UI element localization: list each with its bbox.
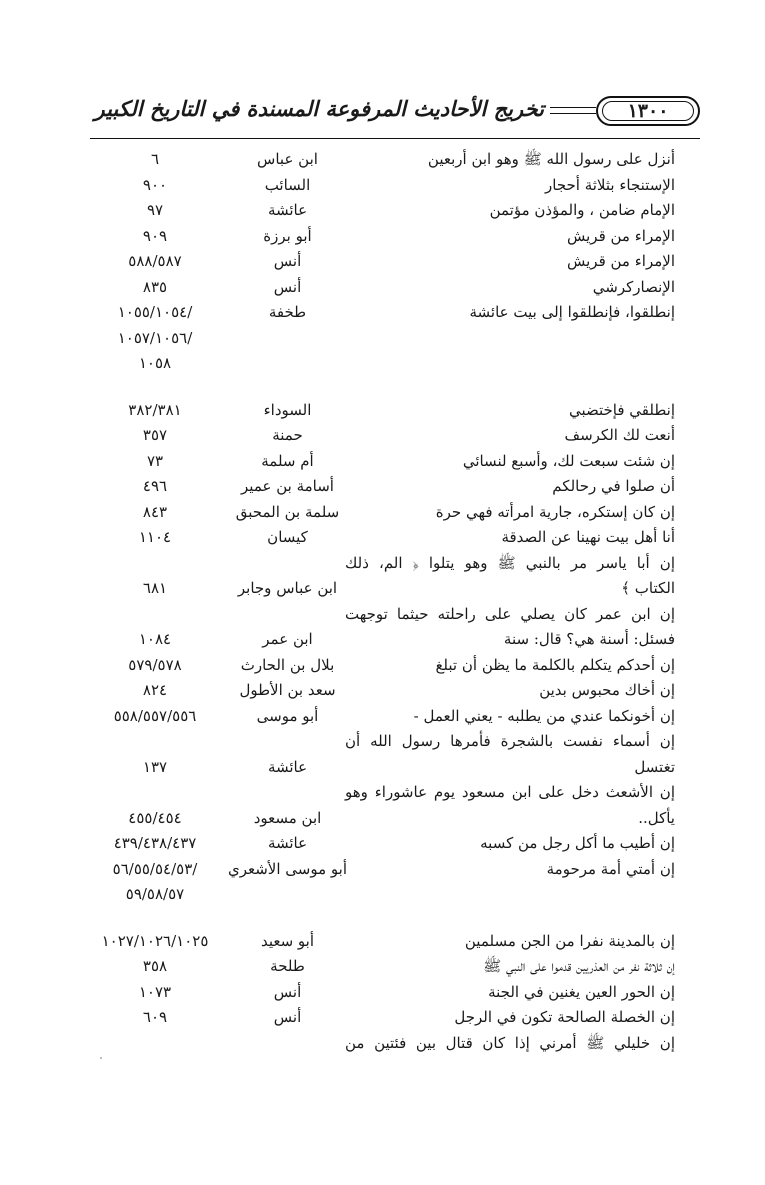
hadith-text: فسئل: أسنة هي؟ قال: سنة	[503, 630, 675, 648]
index-row	[0, 729, 765, 755]
row-spacer	[0, 377, 765, 398]
narrator-name: طخفة	[268, 303, 307, 321]
reference-numbers: ٣٥٧	[142, 426, 168, 444]
page-number: ١٣٠٠	[627, 100, 669, 122]
index-row	[0, 147, 765, 173]
hadith-text: الإمام ضامن ، والمؤذن مؤتمن	[489, 201, 675, 219]
index-row	[0, 173, 765, 199]
index-row	[0, 806, 765, 832]
index-row	[0, 755, 765, 781]
hadith-text: تغتسل	[634, 757, 675, 776]
hadith-text: الإمراء من قريش	[567, 252, 675, 270]
index-row	[0, 857, 765, 883]
narrator-name: عائشة	[267, 757, 308, 776]
narrator-name: ابن عباس	[257, 150, 318, 168]
narrator-name: السوداء	[263, 400, 312, 419]
hadith-text: أنزل على رسول الله ﷺ وهو ابن أربعين	[427, 150, 675, 168]
hadith-text: أنا أهل بيت نهينا عن الصدقة	[501, 528, 675, 546]
reference-numbers: ٤٣٩/٤٣٨/٤٣٧	[113, 834, 197, 852]
index-row	[0, 249, 765, 275]
index-row	[0, 678, 765, 704]
narrator-name: ابن عمر	[262, 630, 313, 648]
index-row	[0, 351, 765, 377]
narrator-name: أبو موسى الأشعري	[227, 859, 348, 878]
index-row	[0, 627, 765, 653]
hadith-text: يأكل..	[638, 808, 675, 827]
index-row	[0, 954, 765, 980]
reference-numbers: /١٠٥٧/١٠٥٦	[117, 328, 193, 347]
index-row	[0, 831, 765, 857]
narrator-name: أبو برزة	[263, 226, 312, 245]
reference-numbers: ١٠٧٣	[138, 982, 172, 1001]
header-rule	[90, 138, 700, 139]
reference-numbers: ٥٥٨/٥٥٧/٥٥٦	[113, 706, 197, 725]
hadith-text: إن أبا ياسر مر بالنبي ﷺ وهو يتلوا ﴿ الم، ذلك	[345, 553, 675, 572]
hadith-text: الإنصاركرشي	[592, 277, 675, 296]
index-row	[0, 980, 765, 1006]
index-row	[0, 1005, 765, 1031]
narrator-name: عائشة	[267, 201, 308, 219]
book-title: تخريج الأحاديث المرفوعة المسندة في التاريخ الكبير	[94, 96, 544, 121]
narrator-name: أنس	[273, 982, 302, 1001]
hadith-text: إن أخاك محبوس بدين	[539, 681, 675, 699]
reference-numbers: /١٠٥٥/١٠٥٤	[117, 303, 193, 321]
reference-numbers: ٤٥٥/٤٥٤	[128, 808, 182, 827]
hadith-text: إنطلقي فإختضبي	[568, 400, 675, 419]
hadith-text: إن الحور العين يغنين في الجنة	[488, 982, 675, 1001]
reference-numbers: ٣٥٨	[142, 957, 168, 975]
narrator-name: أم سلمة	[261, 451, 314, 470]
index-row	[0, 1031, 765, 1057]
narrator-name: سلمة بن المحبق	[235, 502, 340, 521]
index-row	[0, 300, 765, 326]
reference-numbers: ١١٠٤	[138, 528, 172, 546]
index-row	[0, 474, 765, 500]
reference-numbers: ٩٧	[146, 201, 164, 219]
narrator-name: سعد بن الأطول	[239, 681, 336, 699]
narrator-name: أبو سعيد	[260, 931, 315, 950]
narrator-name: كيسان	[267, 528, 308, 546]
hadith-text: إن أحدكم يتكلم بالكلمة ما يظن أن تبلغ	[435, 655, 675, 674]
index-row	[0, 780, 765, 806]
header-double-line	[550, 107, 596, 114]
hadith-text: إن ابن عمر كان يصلي على راحلته حيثما توجهت	[345, 604, 675, 623]
narrator-name: أنس	[273, 277, 302, 296]
hadith-text: إن شئت سبعت لك، وأسبع لنسائي	[462, 451, 675, 470]
reference-numbers: ٤٩٦	[142, 477, 168, 495]
narrator-name: عائشة	[267, 834, 308, 852]
reference-numbers: ٨٣٥	[142, 277, 168, 296]
index-row	[0, 653, 765, 679]
page-number-badge	[596, 96, 700, 126]
narrator-name: أنس	[273, 1008, 302, 1026]
narrator-name: ابن عباس وجابر	[237, 579, 338, 597]
index-row	[0, 500, 765, 526]
hadith-text: إن أخونكما عندي من يطلبه - يعني العمل -	[413, 706, 675, 725]
index-row	[0, 882, 765, 908]
index-row	[0, 551, 765, 577]
hadith-text: إن الخصلة الصالحة تكون في الرجل	[454, 1008, 675, 1026]
index-row	[0, 576, 765, 602]
index-row	[0, 198, 765, 224]
narrator-name: طلحة	[270, 957, 305, 975]
narrator-name: السائب	[264, 175, 311, 194]
reference-numbers: ٦٨١	[142, 579, 168, 597]
index-row	[0, 326, 765, 352]
reference-numbers: ٥٧٩/٥٧٨	[128, 655, 182, 674]
narrator-name: أسامة بن عمير	[241, 477, 334, 495]
narrator-name: ابن مسعود	[253, 808, 322, 827]
hadith-text: إن أطيب ما أكل رجل من كسبه	[480, 834, 675, 852]
page-header	[90, 92, 700, 138]
reference-numbers: ٣٨٢/٣٨١	[128, 400, 182, 419]
reference-numbers: ١٠٢٧/١٠٢٦/١٠٢٥	[101, 931, 209, 950]
hadith-text: إن ثلاثة نفر من العذريين قدموا على النبي ﷺ	[483, 957, 675, 975]
hadith-text: الكتاب ﴾	[621, 579, 675, 597]
narrator-name: بلال بن الحارث	[240, 655, 335, 674]
index-row	[0, 929, 765, 955]
hadith-text: إن أسماء نفست بالشجرة فأمرها رسول الله أن	[345, 732, 675, 750]
index-row	[0, 423, 765, 449]
hadith-text: إن الأشعث دخل على ابن مسعود يوم عاشوراء وهو	[345, 783, 675, 801]
hadith-text: إن بالمدينة نفرا من الجن مسلمين	[464, 931, 675, 950]
reference-numbers: ٦	[150, 150, 160, 168]
index-row	[0, 602, 765, 628]
narrator-name: حمنة	[272, 426, 303, 444]
narrator-name: أبو موسى	[256, 706, 319, 725]
reference-numbers: ٧٣	[146, 451, 164, 470]
reference-numbers: ٩٠٩	[142, 226, 168, 245]
reference-numbers: /٥٦/٥٥/٥٤/٥٣	[112, 859, 198, 878]
reference-numbers: ١٣٧	[142, 757, 168, 776]
hadith-text: إن كان إستكره، جارية امرأته فهي حرة	[435, 502, 675, 521]
index-row	[0, 398, 765, 424]
reference-numbers: ١٠٨٤	[138, 630, 172, 648]
row-spacer	[0, 908, 765, 929]
hadith-text: أنعت لك الكرسف	[564, 426, 675, 444]
page-speck	[100, 1057, 102, 1059]
index-row	[0, 704, 765, 730]
hadith-index-list	[0, 147, 765, 1056]
hadith-text: الإستنجاء بثلاثة أحجار	[545, 175, 675, 194]
narrator-name: أنس	[273, 252, 302, 270]
index-row	[0, 275, 765, 301]
index-row	[0, 525, 765, 551]
index-row	[0, 224, 765, 250]
reference-numbers: ٨٢٤	[142, 681, 168, 699]
hadith-text: إن خليلي ﷺ أمرني إذا كان قتال بين فئتين من	[345, 1033, 675, 1052]
hadith-text: إن أمتي أمة مرحومة	[546, 859, 675, 878]
hadith-text: الإمراء من قريش	[567, 226, 675, 245]
reference-numbers: ٦٠٩	[142, 1008, 168, 1026]
reference-numbers: ٨٤٣	[142, 502, 168, 521]
hadith-text: أن صلوا في رحالكم	[552, 477, 675, 495]
reference-numbers: ٥٩/٥٨/٥٧	[125, 885, 185, 903]
reference-numbers: ٩٠٠	[142, 175, 168, 194]
index-row	[0, 449, 765, 475]
reference-numbers: ١٠٥٨	[138, 354, 172, 372]
hadith-text: إنطلقوا، فإنطلقوا إلى بيت عائشة	[469, 303, 675, 321]
reference-numbers: ٥٨٨/٥٨٧	[128, 252, 182, 270]
